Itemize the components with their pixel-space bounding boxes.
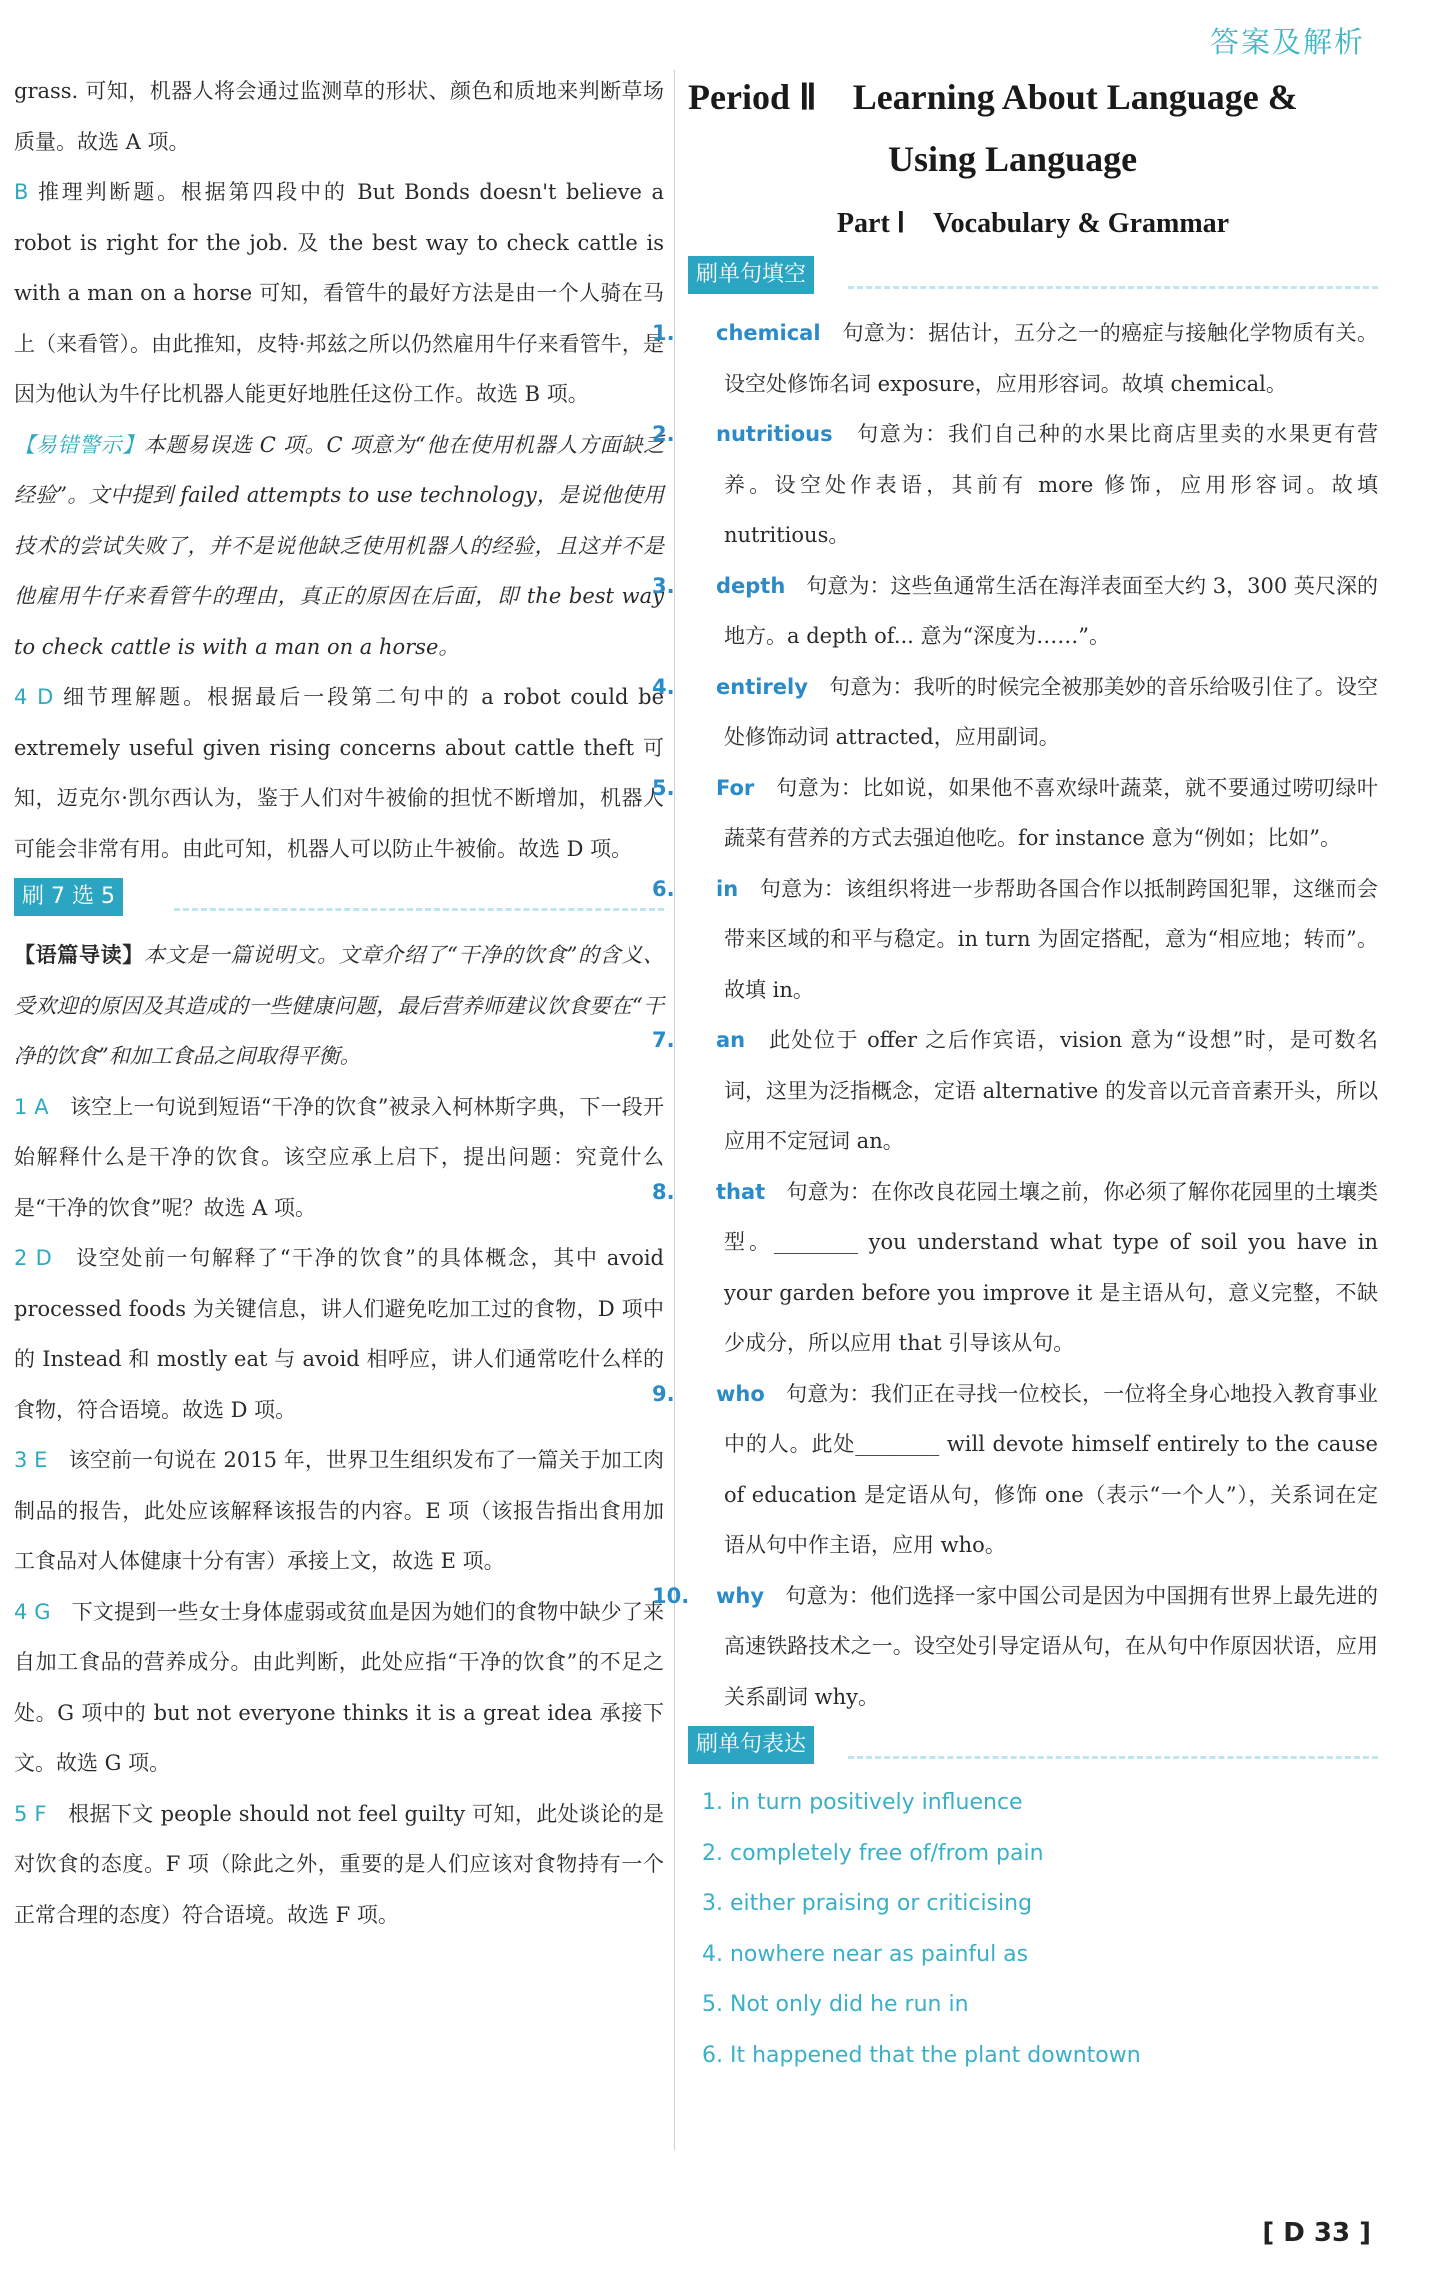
fill-answer: that [716,1179,766,1204]
fill-answer: nutritious [716,422,833,446]
fill-item [652,1167,1379,1369]
answer-d [14,672,664,874]
fill-text: 句意为：他们选择一家中国公司是因为中国拥有世界上最先进的高速铁路技术之一。设空处引导定语从句，在从句中作原因状语，应用关系副词 why。 [724,1583,1378,1709]
fill-item [652,308,1379,409]
fill-text: 句意为：这些鱼通常生活在海洋表面至大约 3，300 英尺深的地方。a depth of... 意为“深度为……”。 [724,573,1379,648]
fill-answer: entirely [716,674,808,699]
fill-answer: depth [716,573,786,598]
item-number: 5 F [14,1801,47,1826]
fill-bar-row [688,256,1378,302]
period-title-line2: Using Language [888,139,1138,179]
fill-item [652,763,1378,864]
fill-item [652,864,1378,1016]
item-number: 2 D [14,1246,52,1270]
answer-b [14,167,664,420]
item-number: 4 G [14,1599,51,1624]
fill-text: 此处位于 offer 之后作宾语，vision 意为“设想”时，是可数名词，这里为泛指概念，定语 alternative 的发音以元音音素开头，所以应用不定冠词 an。 [724,1028,1378,1153]
express-item: 1. in turn positively influence [702,1790,1023,1815]
express-item: 6. It happened that the plant downtown [702,2042,1141,2068]
warning-note [14,420,664,673]
section-bar-row [14,878,664,924]
dashed-rule [848,1756,1378,1759]
answer-d-text: 细节理解题。根据最后一段第二句中的 a robot could be extremely useful given rising concerns about cattle theft 可知，迈克尔·凯尔西认为，鉴于人们对牛被偷的担忧不断增加，机器人可能会非常有用。由此可知，机器人可以防止牛被偷。故选 D 项。 [14,685,664,861]
period-title-line1: Period Ⅱ Learning About Language & [688,77,1298,117]
fill-answer: in [716,876,739,901]
fill-number: 5. [652,775,675,800]
fill-number: 3. [652,573,675,598]
item-number: 1 A [14,1094,49,1119]
fill-number: 9. [652,1381,675,1406]
section-bar-express: 刷单句表达 [688,1726,814,1764]
page-number: [ D 33 ] [1262,2218,1371,2248]
item-text: 根据下文 people should not feel guilty 可知，此处谈论的是对饮食的态度。F 项（除此之外，重要的是人们应该对食物持有一个正常合理的态度）符合语境。故选 F 项。 [14,1801,665,1927]
fill-number: 8. [652,1179,675,1204]
dashed-rule [848,286,1378,289]
header-title: 答案及解析 [1209,25,1365,59]
answer-b-number: B [14,180,29,204]
guide-label: 【语篇导读】 [14,942,144,967]
fill-text: 句意为：我们正在寻找一位校长，一位将全身心地投入教育事业中的人。此处________ will devote himself entirely to the cause of education 是定语从句，修饰 one（表示“一个人”），关系词在定语从句中作主语，应用 who。 [724,1381,1379,1557]
fill-text: 句意为：我们自己种的水果比商店里卖的水果更有营养。设空处作表语，其前有 more 修饰，应用形容词。故填 nutritious。 [724,422,1379,547]
fill-item [652,1571,1378,1723]
section-bar-fill: 刷单句填空 [688,256,814,294]
fill-number: 2. [652,422,675,446]
item-number: 3 E [14,1448,48,1472]
fill-answer: why [716,1583,765,1608]
fill-answer: an [716,1028,746,1052]
express-item: 2. completely free of/from pain [702,1840,1044,1866]
fill-number: 4. [652,674,675,699]
fill-item [652,662,1379,763]
item-text: 下文提到一些女士身体虚弱或贫血是因为她们的食物中缺少了来自加工食品的营养成分。由此判断，此处应指“干净的饮食”的不足之处。G 项中的 but not everyone thinks it is a great idea 承接下文。故选 G 项。 [14,1599,664,1775]
fill-answer: who [716,1381,765,1406]
right-column [652,66,1379,2081]
fill-text: 句意为：据估计，五分之一的癌症与接触化学物质有关。设空处修饰名词 exposure，应用形容词。故填 chemical。 [724,321,1379,396]
dashed-rule [174,908,664,911]
list-item [14,1233,664,1435]
list-item [14,1587,664,1789]
item-text: 该空上一句说到短语“干净的饮食”被录入柯林斯字典，下一段开始解释什么是干净的饮食。该空应承上启下，提出问题：究竟什么是“干净的饮食”呢？故选 A 项。 [14,1094,665,1220]
fill-item [652,1369,1379,1571]
warning-label: 【易错警示】 [14,432,145,457]
item-text: 设空处前一句解释了“干净的饮食”的具体概念，其中 avoid processed foods 为关键信息，讲人们避免吃加工过的食物，D 项中的 Instead 和 mostly eat 与 avoid 相呼应，讲人们通常吃什么样的食物，符合语境。故选 D 项。 [14,1246,664,1422]
fill-text: 句意为：该组织将进一步帮助各国合作以抵制跨国犯罪，这继而会带来区域的和平与稳定。in turn 为固定搭配，意为“相应地；转而”。故填 in。 [724,876,1378,1002]
fill-text: 句意为：在你改良花园土壤之前，你必须了解你花园里的土壤类型。________ you understand what type of soil you have in your garden before you improve it 是主语从句，意义完整，不缺少成分，所以应用 that 引导该从句。 [724,1179,1379,1355]
express-item: 3. either praising or criticising [702,1891,1033,1916]
fill-item [652,1015,1378,1167]
express-item: 5. Not only did he run in [702,1992,969,2017]
fill-answer: chemical [716,321,821,345]
fill-item [652,409,1379,561]
period-title [688,66,1378,190]
answer-b-text: 推理判断题。根据第四段中的 But Bonds doesn't believe a robot is right for the job. 及 the best way to check cattle is with a man on a horse 可知，看管牛的最好方法是由一个人骑在马上（来看管）。由此推知，皮特·邦兹之所以仍然雇用牛仔来看管牛，是因为他认为牛仔比机器人能更好地胜任这份工作。故选 B 项。 [14,180,664,406]
fill-number: 7. [652,1028,675,1052]
section-bar-7-5: 刷 7 选 5 [14,878,123,916]
guide-text: 本文是一篇说明文。文章介绍了“干净的饮食”的含义、受欢迎的原因及其造成的一些健康问题，最后营养师建议饮食要在“干净的饮食”和加工食品之间取得平衡。 [14,943,664,1068]
fill-item [652,561,1379,662]
fill-text: 句意为：我听的时候完全被那美妙的音乐给吸引住了。设空处修饰动词 attracted，应用副词。 [724,674,1379,749]
fill-answer: For [716,775,755,800]
answer-d-number: 4 D [14,685,54,709]
fill-number: 6. [652,876,675,901]
express-bar-row [688,1726,1378,1772]
fill-text: 句意为：比如说，如果他不喜欢绿叶蔬菜，就不要通过唠叨绿叶蔬菜有营养的方式去强迫他吃。for instance 意为“例如；比如”。 [724,775,1378,850]
list-item [14,1789,664,1941]
list-item [14,1435,664,1587]
fill-number: 10. [652,1583,690,1608]
part-subtitle: Part Ⅰ Vocabulary & Grammar [836,208,1230,239]
item-text: 该空前一句说在 2015 年，世界卫生组织发布了一篇关于加工肉制品的报告，此处应该解释该报告的内容。E 项（该报告指出食用加工食品对人体健康十分有害）承接上文，故选 E 项。 [14,1448,665,1573]
list-item [14,1082,664,1234]
left-column [14,66,664,1940]
warning-text: 本题易误选 C 项。C 项意为“他在使用机器人方面缺乏经验”。文中提到 failed attempts to use technology，是说他使用技术的尝试失败了，并不是说他缺乏使用机器人的经验，且这并不是他雇用牛仔来看管牛的理由，真正的原因在后面，即 the best way to check cattle is with a man on a horse。 [14,432,665,659]
intro-paragraph: grass. 可知，机器人将会通过监测草的形状、颜色和质地来判断草场质量。故选 A 项。 [14,79,664,154]
passage-guide [14,930,664,1082]
column-divider [674,70,675,2150]
fill-number: 1. [652,321,675,345]
express-item: 4. nowhere near as painful as [702,1941,1029,1967]
